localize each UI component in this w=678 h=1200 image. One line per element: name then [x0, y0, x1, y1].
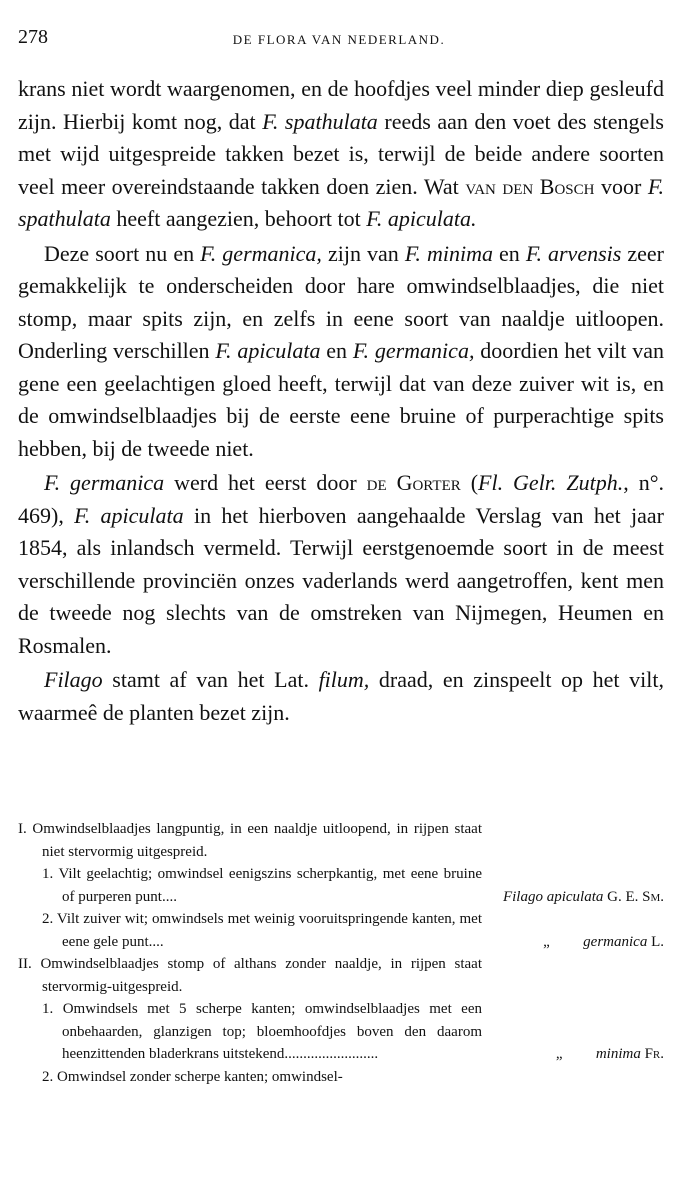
running-head: DE FLORA VAN NEDERLAND. — [232, 32, 446, 47]
key-result-germanica: „ germanica L. — [543, 933, 664, 950]
key-result-minima: „ minima Fr. — [555, 1046, 664, 1062]
body-text — [18, 73, 664, 729]
page-number: 278 — [18, 26, 48, 48]
key-item-II-1: 1. Omwindsels met 5 scherpe kanten; omwindselblaadjes met een onbehaarden, glanzigen top; bloemhoofdjes boven den daarom heenzittenden bladerkrans uitstekend......................... „ minima Fr. — [18, 998, 664, 1066]
key-lead-I: I. Omwindselblaadjes langpuntig, in een naaldje uitloopend, in rijpen staat niet stervormig uitgespreid. — [18, 821, 482, 860]
paragraph-4: Filago stamt af van het Lat. filum, draad, en zinspeelt op het vilt, waarmeê de planten bezet zijn. — [18, 667, 664, 725]
page-header — [18, 26, 660, 52]
key-item-II-2: 2. Omwindsel zonder scherpe kanten; omwindsel- — [42, 1068, 343, 1085]
key-item-I-2: 2. Vilt zuiver wit; omwindsels met weinig vooruitspringende kanten, met eene gele punt.... „ germanica L. — [18, 908, 664, 953]
paragraph-2: Deze soort nu en F. germanica, zijn van F. minima en F. arvensis zeer gemakkelijk te onderscheiden door hare omwindselblaadjes, die niet stomp, maar spits zijn, en zelfs in eene soort van naaldje uitloopen. Onderling verschillen F. apiculata en F. germanica, doordien het vilt van gene een geelachtigen gloed heeft, terwijl dat van deze zuiver wit is, en de omwindselblaadjes bij de eerste eene bruine of purperachtige spits hebben, bij de tweede niet. — [18, 240, 664, 461]
key-result-apiculata: Filago apiculata G. E. Sm. — [502, 888, 664, 905]
paragraph-3: F. germanica werd het eerst door de Gorter (Fl. Gelr. Zutph., n°. 469), F. apiculata in het hierboven aangehaalde Verslag van het jaar 1854, als inlandsch vermeld. Terwijl eerstgenoemde soort in de meest verschillende provinciën onzes vaderlands werd aangetroffen, kent men de tweede nog slechts van de omstreken van Nijmegen, Heumen en Rosmalen. — [18, 470, 664, 658]
key-lead-II: II. Omwindselblaadjes stomp of althans zonder naaldje, in rijpen staat stervormig-uitgespreid. — [18, 956, 482, 995]
identification-key — [18, 818, 664, 1088]
paragraph-1: krans niet wordt waargenomen, en de hoofdjes veel minder diep gesleufd zijn. Hierbij komt nog, dat F. spathulata reeds aan den voet des stengels met wijd uitgespreide takken bezet is, terwijl de beide andere soorten veel meer overeindstaande takken doen zien. Wat van den Bosch voor F. spathulata heeft aangezien, behoort tot F. apiculata. — [18, 76, 665, 231]
key-item-I-1: 1. Vilt geelachtig; omwindsel eenigszins scherpkantig, met eene bruine of purperen punt.... Filago apiculata G. E. Sm. — [18, 863, 664, 908]
